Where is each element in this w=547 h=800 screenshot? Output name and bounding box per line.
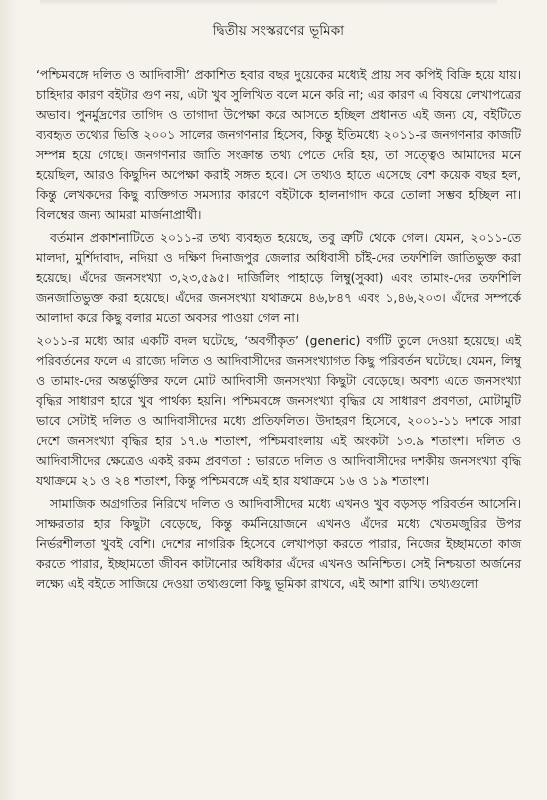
- paragraph-2: বর্তমান প্রকাশনাটিতে ২০১১-র তথ্য ব্যবহৃত হয়েছে, তবু ত্রুটি থেকে গেল। যেমন, ২০১১-তে মালদা, মুর্শিদাবাদ, নদিয়া ও দক্ষিণ দিনাজপুর জেলার অধিবাসী চাঁই-দের তফশিলি জাতিভুক্ত করা হয়েছে। এঁদের জনসংখ্যা ৩,২৩,৫৯৫। দার্জিলিং পাহাড়ে লিম্বু(সুব্বা) এবং তামাং-দের তফশিলি জনজাতিভুক্ত করা হয়েছে। এঁদের জনসংখ্যা যথাক্রমে ৪৬,৮৪৭ এবং ১,৪৬,২০৩। এঁদের সম্পর্কে আলাদা করে কিছু বলার মতো অবসর পাওয়া গেল না।: [36, 231, 521, 325]
- previous-page-bleed: [40, 0, 497, 6]
- paragraph-4: সামাজিক অগ্রগতির নিরিখে দলিত ও আদিবাসীদের মধ্যে এখনও খুব বড়সড় পরিবর্তন আসেনি। সাক্ষরতার হার কিছুটা বেড়েছে, কিন্তু কর্মনিয়োজনে এখনও এঁদের মধ্যে খেতমজুরির উপর নির্ভরশীলতা খুবই বেশি। দেশের নাগরিক হিসেবে লেখাপড়া করতে পারার, নিজের ইচ্ছামতো কাজ করতে পারার, ইচ্ছামতো জীবন কাটানোর অধিকার এঁদের এখনও অনিশ্চিত। সেই নিশ্চয়তা অর্জনের লক্ষ্যে এই বইতে সাজিয়ে দেওয়া তথ্যগুলো কিছু ভূমিকা রাখবে, এই আশা রাখি। তথ্যগুলো: [36, 497, 521, 591]
- paragraph-1: ‘পশ্চিমবঙ্গে দলিত ও আদিবাসী’ প্রকাশিত হবার বছর দুয়েকের মধ্যেই প্রায় সব কপিই বিক্রি হয়ে যায়। চাহিদার কারণ বইটার গুণ নয়, এটা খুব সুলিখিত বলে মনে করি না; এর কারণ এ বিষয়ে লেখাপত্রের অভাব। পুনর্মুদ্রণের তাগিদ ও তাগাদা উপেক্ষা করে আসতে হচ্ছিল প্রধানত এই জন্য যে, বইটিতে ব্যবহৃত তথ্যের ভিত্তি ২০০১ সালের জনগণনার হিসেব, কিন্তু ইতিমধ্যে ২০১১-র জনগণনার কাজটি সম্পন্ন হয়ে গেছে। জনগণনার জাতি সংক্রান্ত তথ্য পেতে দেরি হয়, তা সত্ত্বেও আমাদের মনে হয়েছিল, আরও কিছুদিন অপেক্ষা করাই সঙ্গত হবে। সে তথ্যও হাতে এসেছে বেশ কয়েক বছর হল, কিন্তু লেখকদের কিছু ব্যক্তিগত সমস্যার কারণে বইটাকে হালনাগাদ করে তোলা সম্ভব হচ্ছিল না। বিলম্বের জন্য আমরা মার্জনাপ্রার্থী।: [36, 68, 521, 222]
- page-heading: দ্বিতীয় সংস্করণের ভূমিকা: [212, 23, 345, 39]
- paragraph-3: ২০১১-র মধ্যে আর একটি বদল ঘটেছে, ‘অবর্গীকৃত’ (generic) বর্গটি তুলে দেওয়া হয়েছে। এই পরিবর্তনের ফলে এ রাজ্যে দলিত ও আদিবাসীদের জনসংখ্যাগত কিছু পরিবর্তন ঘটেছে। যেমন, লিম্বু ও তামাং-দের অন্তর্ভুক্তির ফলে মোট আদিবাসী জনসংখ্যা কিছুটা বেড়েছে। অবশ্য এতে জনসংখ্যা বৃদ্ধির সাধারণ হারে খুব পার্থক্য হয়নি। পশ্চিমবঙ্গে জনসংখ্যা বৃদ্ধির যে সাধারণ প্রবণতা, মোটামুটি ভাবে সেটাই দলিত ও আদিবাসীদের মধ্যে প্রতিফলিত। উদাহরণ হিসেবে, ২০০১-১১ দশকে সারা দেশে জনসংখ্যা বৃদ্ধির হার ১৭.৬ শতাংশ, পশ্চিমবাংলায় এই অংকটা ১৩.৯ শতাংশ। দলিত ও আদিবাসীদের ক্ষেত্রেও একই রকম প্রবণতা : ভারতে দলিত ও আদিবাসীদের দশকীয় জনসংখ্যা বৃদ্ধি যথাক্রমে ২১ ও ২৪ শতাংশ, কিন্তু পশ্চিমবঙ্গে এই হার যথাক্রমে ১৬ ও ১৯ শতাংশ।: [36, 334, 521, 488]
